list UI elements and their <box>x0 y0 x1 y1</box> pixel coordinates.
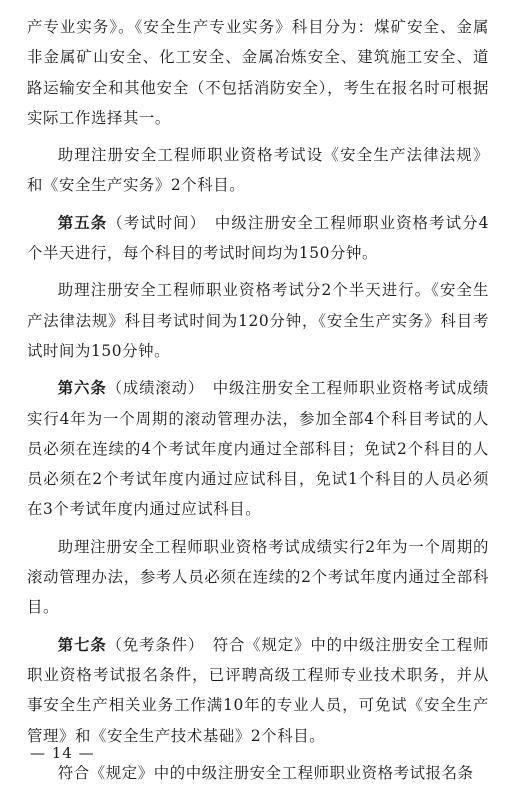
article-6-text: 中级注册安全工程师职业资格考试成绩实行4年为一个周期的滚动管理办法，参加全部4个科目考试的人员必须在连续的4个考试年度内通过全部科目；免试2个科目的人员必须在2个考试年度内通过应试科目，免试1个科目的人员必须在3个考试年度内通过应试科目。 <box>27 379 489 519</box>
page-number: — 14 — <box>30 744 95 762</box>
paragraph-assistant-exam-time: 助理注册安全工程师职业资格考试分2个半天进行。《安全生产法律法规》科目考试时间为120分钟，《安全生产实务》科目考试时间为150分钟。 <box>27 281 489 360</box>
paragraph-registration-conditions: 符合《规定》中的中级注册安全工程师职业资格考试报名条 <box>57 763 474 782</box>
article-7-heading: 第七条 <box>57 635 107 654</box>
paragraph-subject-categories: 产专业实务》。《安全生产专业实务》科目分为：煤矿安全、金属非金属矿山安全、化工安全、金属冶炼安全、建筑施工安全、道路运输安全和其他安全（不包括消防安全），考生在报名时可根据实际工作选择其一。 <box>27 18 489 127</box>
document-body <box>27 12 489 788</box>
article-6-heading: 第六条 <box>57 379 107 398</box>
article-5-exam-time <box>27 208 489 269</box>
article-5-text: 中级注册安全工程师职业资格考试分4个半天进行，每个科目的考试时间均为150分钟。 <box>27 213 489 263</box>
article-5-subtitle: （考试时间） <box>107 213 199 232</box>
article-7-text: 符合《规定》中的中级注册安全工程师职业资格考试报名条件，已评聘高级工程师专业技术职务，并从事安全生产相关业务工作满10年的专业人员，可免试《安全生产管理》和《安全生产技术基础》2个科目。 <box>27 635 489 745</box>
paragraph-assistant-subjects: 助理注册安全工程师职业资格考试设《安全生产法律法规》和《安全生产实务》2个科目。 <box>27 146 489 195</box>
article-5-heading: 第五条 <box>57 213 108 232</box>
article-6-subtitle: （成绩滚动） <box>106 379 197 398</box>
article-6-score-rolling <box>27 373 489 524</box>
article-7-exemption <box>27 630 489 751</box>
paragraph-assistant-score-rolling: 助理注册安全工程师职业资格考试成绩实行2年为一个周期的滚动管理办法，参考人员必须在连续的2个考试年度内通过全部科目。 <box>27 537 489 617</box>
article-7-subtitle: （免考条件） <box>106 635 197 654</box>
